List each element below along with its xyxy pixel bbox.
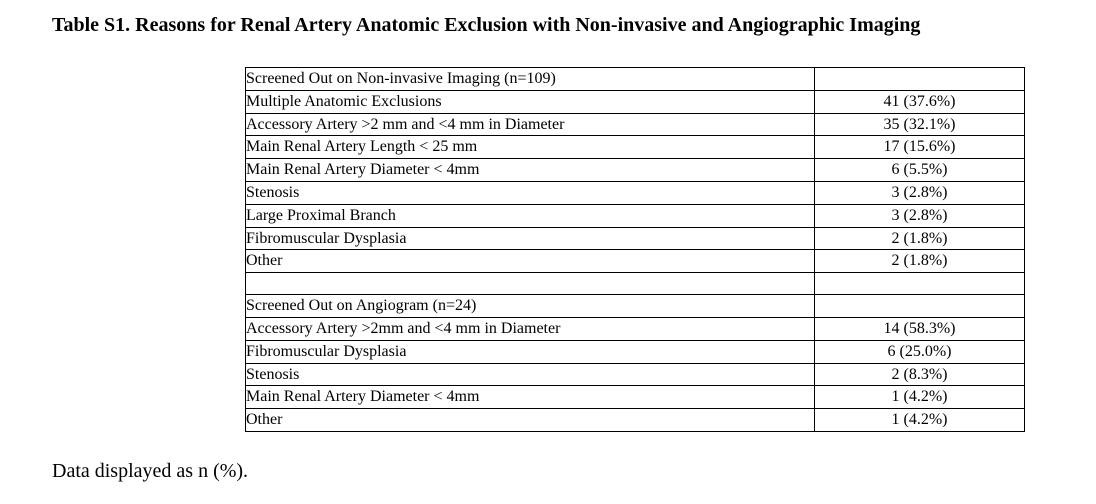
row-value: 3 (2.8%) [815,204,1025,227]
section-header: Screened Out on Angiogram (n=24) [246,295,815,318]
row-label: Other [246,409,815,432]
table-row [246,250,1025,273]
row-label: Large Proximal Branch [246,204,815,227]
row-label: Main Renal Artery Diameter < 4mm [246,159,815,182]
table-row [246,340,1025,363]
table-row [246,227,1025,250]
section-header-value [815,295,1025,318]
section-header-value [815,68,1025,91]
row-label: Main Renal Artery Length < 25 mm [246,136,815,159]
row-label: Main Renal Artery Diameter < 4mm [246,386,815,409]
footnote: Data displayed as n (%). [52,460,249,482]
row-label: Fibromuscular Dysplasia [246,340,815,363]
spacer-cell [246,273,815,295]
row-value: 2 (8.3%) [815,363,1025,386]
row-label: Accessory Artery >2 mm and <4 mm in Diameter [246,113,815,136]
row-label: Stenosis [246,181,815,204]
spacer-row [246,273,1025,295]
row-label: Accessory Artery >2mm and <4 mm in Diameter [246,317,815,340]
row-label: Other [246,250,815,273]
table-row [246,159,1025,182]
row-value: 6 (25.0%) [815,340,1025,363]
row-label: Fibromuscular Dysplasia [246,227,815,250]
section-header-row [246,68,1025,91]
table-row [246,136,1025,159]
row-value: 17 (15.6%) [815,136,1025,159]
table-row [246,181,1025,204]
table-row [246,204,1025,227]
exclusion-table [245,67,1025,432]
table-row [246,409,1025,432]
row-value: 2 (1.8%) [815,227,1025,250]
row-value: 14 (58.3%) [815,317,1025,340]
row-value: 2 (1.8%) [815,250,1025,273]
row-label: Multiple Anatomic Exclusions [246,90,815,113]
table-row [246,113,1025,136]
table-row [246,363,1025,386]
row-label: Stenosis [246,363,815,386]
row-value: 6 (5.5%) [815,159,1025,182]
table-row [246,317,1025,340]
row-value: 1 (4.2%) [815,386,1025,409]
row-value: 1 (4.2%) [815,409,1025,432]
table-title: Table S1. Reasons for Renal Artery Anatomic Exclusion with Non-invasive and Angiographic Imaging [52,14,921,36]
row-value: 3 (2.8%) [815,181,1025,204]
table-row [246,90,1025,113]
section-header: Screened Out on Non-invasive Imaging (n=109) [246,68,815,91]
section-header-row [246,295,1025,318]
table-row [246,386,1025,409]
spacer-cell [815,273,1025,295]
row-value: 41 (37.6%) [815,90,1025,113]
row-value: 35 (32.1%) [815,113,1025,136]
